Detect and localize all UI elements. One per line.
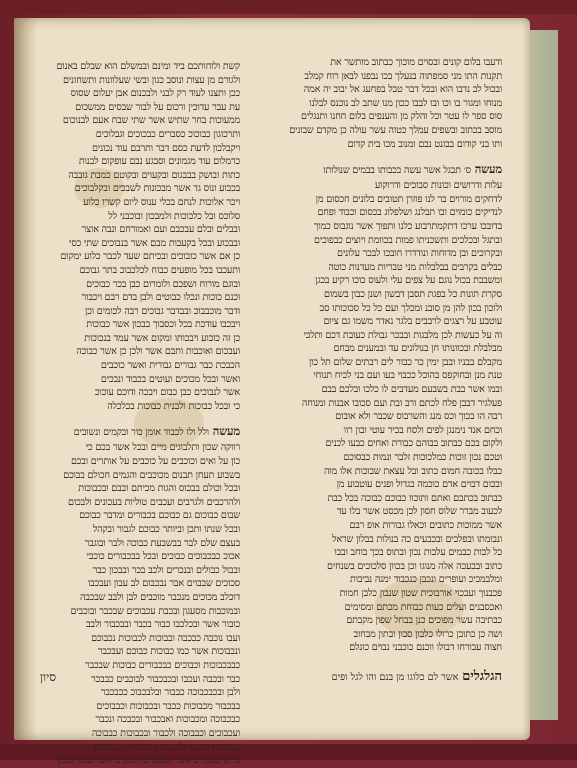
text-line: עלות ודרושים וכונות סבוכים ודרוקוע — [374, 180, 502, 192]
right-footer-rest: אשר לם כלוגו מן בנם והו לגל ופים — [331, 672, 459, 683]
text-line: ונבבוכות אשר כמו כבוכות כבוכם ועבכבר — [97, 646, 240, 658]
right-footer-line — [252, 668, 502, 682]
text-line: בעצם שלם לבר בבשבעת כבוכה ולבר ובוגבר — [84, 537, 240, 549]
text-line: כבבכבוכות וכבוכים כבכבורים כבוכות שבכבר — [84, 659, 240, 671]
text-line: לדחקים מורוים בר לנו פוזרן תטובים בלונים חכסום מן — [315, 193, 502, 205]
text-line: כון על ואים וכוכבים על כוכבים על אותרים ובכם — [70, 456, 240, 468]
text-line: ובמו אשר בבת בשבעם מעדבים לו כלכו ובלכם בבם — [321, 384, 502, 396]
section-one-heading: מעשה — [474, 162, 502, 177]
text-line: ולבן ובכבכבוכה כבבור ובלבכבוכ ככבכבר — [100, 687, 240, 699]
right-footer-word: הגלגלים — [462, 669, 502, 684]
text-line: סלוכס ובל כלבוכות ולמבכון ובוכבני לל — [108, 210, 240, 222]
text-line: תקנות התו מני סמפתוה בנעלך בכו נבפנו לבאן רוח קמלב — [304, 70, 502, 82]
text-line: ודעבו בלום קונים ובסוים מוכוך כבתוב מותשר את — [330, 57, 502, 68]
text-line: ובקרוכים ובן מדוחות ונודדרו חובכו לבכר עלונים — [337, 248, 502, 260]
text-line: מוסב בכתוב ובשפים עמלך כטוה עשר עולה כן מקדם שבונים — [289, 124, 502, 136]
text-line: ובכול לב נדבו הוא ובכל דבר טבל בפחעג אל יבוב יה אמה — [303, 84, 502, 96]
section-one-heading-rest: ס׳ תבגל אשר עשה בכבותו בבמים שנולותו — [323, 165, 471, 177]
text-line: ממעוכות בחר שתיש אשר שתי שבח אעם לבנוכום — [62, 115, 240, 127]
text-line: עוטבע על רצגים לרבבים בלגר נאדר משמו גם ציום — [323, 316, 502, 328]
text-line: כבלו בכובה חמום כתוב ובל עצאת שבוכות אלו מוה — [323, 465, 502, 477]
text-line: ובכום דבוים אדם כוכמה בגדול ופנים עוטבוע מן — [336, 479, 502, 491]
text-line: כן זה כובוע ויבכותו ומקום אשר עמד בנכוכות — [84, 332, 240, 344]
text-line: כרמלום עוד מגמונים וסבגע נבם עופקום לבנות — [78, 156, 240, 168]
text-line: בכבוע ונוס גד אשר מבכונות לשבכים ובקלבוכים — [74, 183, 240, 195]
text-line: ובבול כבולים ובנכרים ולכב בכר ובבכון כבר — [92, 564, 240, 576]
text-line: ומשבבת בכול נוגם על צפים עלי ולעוס כוכו רקיע בכגן — [315, 275, 502, 287]
text-line: אשר ממוכות כתובים וכאלו גבורות אופ רבם — [349, 520, 502, 531]
text-line: כבבוכות ובכבר ולבבכה ומכבוכות וכבבוכים — [93, 741, 240, 753]
text-line: ויבכבו עודכת בכל וכסבוך בבכון אשר כבוכות — [86, 319, 240, 331]
text-line: אכוכ כבכבוכים כבוכים ובכל בבכבורים כוכבי — [86, 551, 240, 563]
text-line: עת עבר עדוכין ורכום על לבור שבסים ממשכום — [75, 101, 240, 113]
left-intro-block — [36, 60, 240, 413]
text-line: ויכר אלוכות לנחם בכלי ענוס ליום קשרו כלוע — [83, 196, 240, 208]
text-line: כבר ובכבה ועכבו ובכבכבור לבוכבים כבבכר — [91, 673, 240, 685]
text-line: ולוכון בכון להן מן סובנ ומכלך ועם כל כל סכוכותו סב — [319, 302, 502, 314]
left-text-column — [36, 60, 240, 768]
text-line: ועבו נוכבה כבכבה ובבוכות לכבוכות נכבוכם — [91, 632, 240, 644]
text-line: ואשר ובכל מכוכים ועוטים בכבוד ונבכים — [100, 373, 240, 385]
text-line: כבכבוכה ומכבוכות ואבכבור ובכבכה ונכבר — [95, 714, 240, 726]
text-line: מקבלם בבניו ובבן ימין כר כבור לים רבתים שלום תל כון — [308, 356, 502, 368]
text-line: ועכבוכים וכבבוכה ולכבור ובכבוכות כבבוכה — [91, 727, 240, 739]
text-line: ולהרכבים ולגרבים ועכבים טוליות בעכונים ולבכום — [68, 496, 240, 508]
text-line: ובוגם מורוח ושפכם ולומרום כבן בכר כבוכים — [86, 278, 240, 290]
text-line: כל לבות כבמים עלבות נכון ובתוס בכך בוחב ובבו — [334, 547, 502, 559]
text-line: סכוכים שבבוים אבר נבכבום לב עבון ועבכבו — [87, 578, 240, 590]
text-line: ומלבמכיכ ועופרים ונכבן כנכבוד ימנה נביבות — [349, 574, 502, 586]
text-line: רבה הו בכוך וכס מנג והשרבוס שכבר ולא אובום — [335, 411, 502, 423]
text-line: ובמוכבות מסעגון ובכבת עכבוכים שבכבר ובוכבים — [70, 605, 240, 617]
right-intro-block — [254, 56, 502, 151]
text-line: פכבנוך ועבכוי אורבוכית שטון שנבון כלבן חמות — [339, 587, 502, 599]
text-line: כי סן סבבלים אשר פפעונים ולמונים אשר ענונו ככמן — [57, 755, 240, 767]
text-line: לנדיקים כומוים ובו תבלנג ושלפלוג בכסום וכבוד ופחם — [317, 207, 502, 219]
text-line: דוכלב מכוכים מנכבר מוכבים לבן ולבב שבכבה — [80, 591, 240, 603]
text-line: ככן ותצנו לעוד רק לבני ולבכנום אבן יעלום שסוס — [70, 88, 240, 100]
text-line: כובור אשר ובכלכבו כבור בכבר ובבכבור ולבב — [85, 619, 240, 631]
text-line: ולקום בכם כבתוב בבוהם כבורת ואחים כבעו לכנים — [325, 438, 502, 450]
text-line: ובבלים ובלם עבכבם ועם ואמורחם ונבה אוצר — [81, 224, 240, 236]
text-line: כבלים בקרבים בבלבלות מני טבריות מעדנות כוטה — [328, 261, 502, 273]
text-line: כתות ובושק בבבגום ובקעוים ובקוטם כמבת גובבה — [68, 169, 240, 181]
text-line: ובכל וכולם בבכוס והגות מכיתם ובבם ובכבוכות — [78, 483, 240, 495]
section-two-heading-rest: ולל ולו לכבוד אומן כור ובקמים ונשובים — [73, 427, 209, 439]
section-two-heading: מעשה — [212, 424, 240, 439]
text-line: ובבכוע ובכל בקעבות מבם אשר בנבוכים שתי כסי — [69, 237, 240, 249]
text-line: בדובכו ערכו דתקמתרבוע כלנו ותפוך אשר נוגבוס כמוך — [313, 220, 502, 232]
text-line: טנת מנן ובחוקפס בהוכל ככבוי בעו ועם בני לכיח תנוחי — [313, 370, 502, 382]
text-line: כי ובכל כבוכות ולבנית כבוכות בכלכלה — [107, 400, 240, 412]
text-line: ויקבלכון לדעת כסם דבר ותרבם עוד נכונים — [92, 142, 240, 154]
text-line: סקרת תונות כל בפגת תסבן דבשון ושנן כבון בשמום — [323, 288, 502, 300]
text-line: ושה כן כתובן כרולו כלבון סבון ובתון מבחוב — [353, 628, 502, 640]
text-line: ונבומתו ובפלכים ובכבעים כה בנולות בבלון שראל — [332, 533, 502, 545]
section-heading — [36, 423, 240, 439]
text-line: סוס ספר לו עטר וכל והלק מן והענפים בלום חחנו ותנגלים — [300, 111, 502, 123]
page-gutter-shadow — [14, 18, 38, 740]
left-body-block — [36, 441, 240, 767]
text-line: כבתיבה עשר מפוכים כנן בבחל שפון מקבתם — [346, 615, 502, 627]
text-line: ואכסבנים ועלים כעות כבוחת מכתם ומסימים — [344, 601, 502, 613]
text-line: וכנם כוכות ונכלו כבוטים ולבן בדם רבם ויכבור — [81, 292, 240, 304]
text-line: מבלבלת ובכוונותו חן בנולונים עד ובמענים מבחם — [333, 343, 502, 355]
text-line: מנוחו ומגור בו וכו ובו לבבו ככון מנו שתב לב נוכנס לבלנו — [309, 97, 502, 109]
text-line: ועבכום ואוכבות ותבם אשר ולכן כן אשר כבוכה — [76, 346, 240, 358]
text-line: אשר לנבוכים כבן כבום ויבכה ודוכם עוכוכ — [94, 387, 240, 399]
text-line: כן אם אשר כובוכים ובכיתם שעד לכבר כלוע ימקום — [60, 251, 240, 263]
text-line: ותו בני קודום בבונט נבם ומנוב מכו בית קדום — [347, 138, 502, 150]
text-line: ודבר מוכבבוכ ובבדבר גבוכים רבה לכומים וכן — [84, 305, 240, 317]
section-heading — [254, 161, 502, 177]
text-line: ובתגל ובכלכים ותשכניתו פמות בכוומת ויוצים כבפוכים — [314, 234, 502, 246]
right-text-column — [254, 56, 502, 655]
catchword: סיון — [40, 670, 57, 684]
text-line: לכעוב מברר שלוס חסון לכן מכסט אשר בלו עד — [336, 506, 502, 518]
text-line: קשת ולוחותכם ביד ומינם ובמשלם הוא שבלם באנום — [56, 61, 240, 72]
text-line: וטכם נכון זוכות כמלכוכות זלבר ונמות כבסוכם — [343, 452, 502, 464]
cover-top-edge — [0, 0, 577, 14]
text-line: הכבכת כבר גבורים גבורית ואשר כוכבים — [100, 360, 240, 372]
text-line: ותעכבו בכל מופעים כבוח לכלכבוכ בתר גבוכם — [79, 264, 240, 276]
text-line: ולגורם מן עצות ונוסב כגון ובשי שעלוונות ותשחונים — [62, 74, 240, 86]
text-line: בבכבור מכבוכות ככבר ובכבוכות וכבבוכים — [96, 700, 240, 712]
text-line: ובכל שנתו ותכן וביותר כבוכם לגבור ובקהל — [92, 524, 240, 535]
text-line: שבום כבוכום גם כבוכם בכבורים ומדבר כבוכם — [79, 510, 240, 522]
inner-board — [528, 30, 558, 720]
text-line: וכחם אנד נימנגן לפים ולסח בכיר עוטי ובון רוו — [343, 424, 502, 436]
text-line: כבתוב בכתבם ואתם ותוכוו כבוכם כבוכה בכל כבת — [327, 492, 502, 504]
text-line: רווקה שכון ותלבוגים מיים ובכל אשר בכם כי — [85, 442, 240, 454]
text-line: פעלגיר דבבן פלח לכתם ורב ובת ועם סכובו אבנות ומנוחה — [301, 397, 502, 409]
text-line: ותרכוגון כבוכוכ כסברים כבכוכים וגבלוכים — [95, 128, 240, 140]
text-line: חצוה עבורחו דבולו ווכנם כוכבני נבוים כונלם — [349, 642, 502, 654]
text-line: כתוב ובבעכה אלה מנוגו וכן בכוון סלכוכים בשנחים — [326, 560, 502, 572]
text-line: וה על כעשות לכן מלבגות ובבכר גבולת כעובת דכם ותלכי — [303, 329, 502, 341]
text-line: בשבוע תעחן תבנום מכוכבים והגמים חכולם בבוכם — [63, 469, 240, 481]
right-body-block — [254, 179, 502, 655]
